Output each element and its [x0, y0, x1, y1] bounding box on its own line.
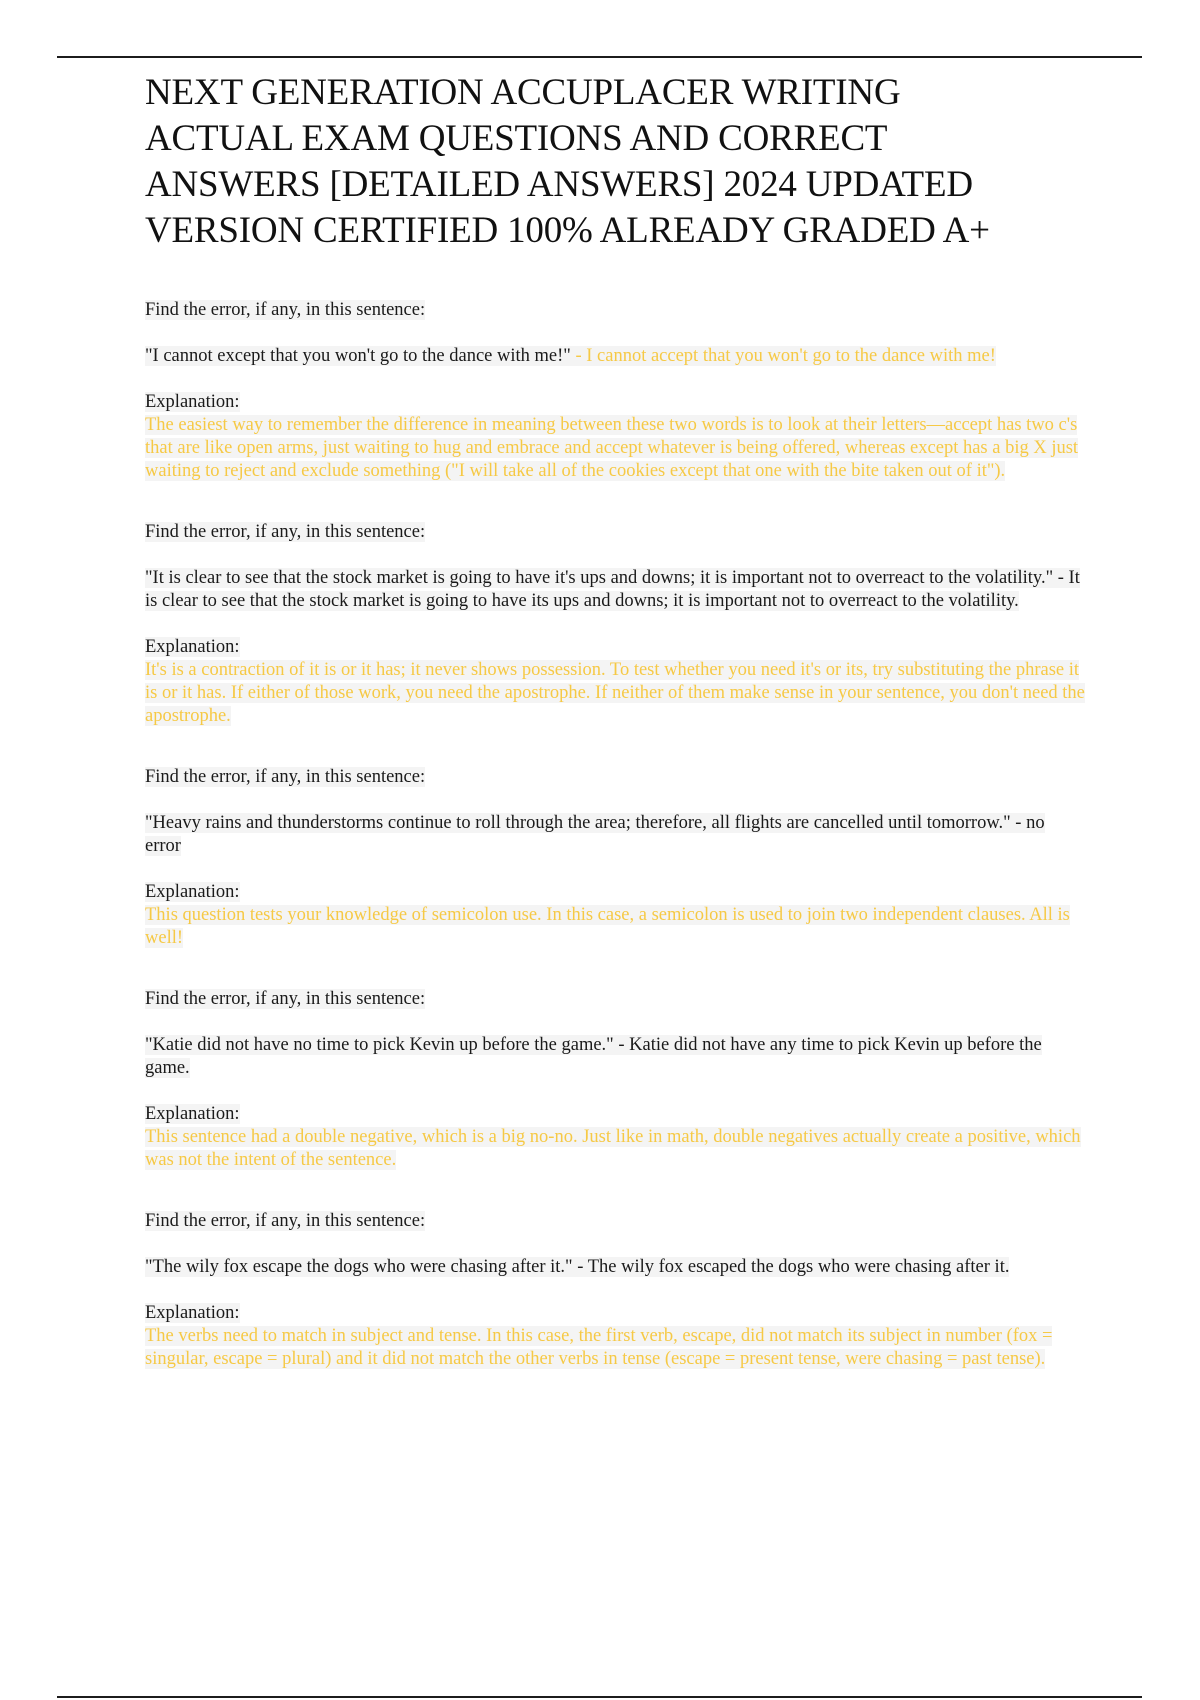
- question-block: [145, 1210, 1085, 1371]
- explanation-text: It's is a contraction of it is or it has; it never shows possession. To test whether you need it's or its, try substituting the phrase it is or it has. If either of those work, you need the apostrophe. If neither of them make sense in your sentence, you don't need the apostrophe.: [145, 660, 1085, 726]
- document-title: [145, 70, 1085, 254]
- original-sentence: "Heavy rains and thunderstorms continue to roll through the area; therefore, all flights are cancelled until tomorrow.": [145, 813, 1011, 833]
- corrected-answer: - The wily fox escaped the dogs who were chasing after it.: [572, 1257, 1010, 1277]
- question-block: [145, 766, 1085, 950]
- question-prompt: Find the error, if any, in this sentence:: [145, 522, 426, 542]
- explanation-text: The easiest way to remember the difference in meaning between these two words is to look at their letters—accept has two c's that are like open arms, just waiting to hug and embrace and accept whatever is being offered, whereas except has a big X just waiting to reject and exclude something ("I will take all of the cookies except that one with the bite taken out of it").: [145, 415, 1079, 481]
- bottom-rule: [57, 1696, 1142, 1698]
- question-prompt: Find the error, if any, in this sentence:: [145, 1211, 426, 1231]
- explanation-text: This sentence had a double negative, which is a big no-no. Just like in math, double negatives actually create a positive, which was not the intent of the sentence.: [145, 1127, 1081, 1170]
- document-page: [145, 70, 1085, 1387]
- title-line: ANSWERS [DETAILED ANSWERS] 2024 UPDATED: [145, 164, 973, 205]
- original-sentence: "The wily fox escape the dogs who were chasing after it.": [145, 1257, 573, 1277]
- question-block: [145, 299, 1085, 483]
- corrected-answer: - no error: [145, 813, 1045, 856]
- title-line: VERSION CERTIFIED 100% ALREADY GRADED A+: [145, 210, 990, 251]
- question-prompt: Find the error, if any, in this sentence:: [145, 767, 426, 787]
- corrected-answer: - Katie did not have any time to pick Kevin up before the game.: [145, 1035, 1042, 1078]
- question-sentence: [145, 1256, 1085, 1279]
- corrected-answer: - I cannot accept that you won't go to the dance with me!: [570, 346, 996, 366]
- explanation-label: Explanation:: [145, 1303, 240, 1323]
- top-rule: [57, 56, 1142, 58]
- question-sentence: [145, 812, 1085, 858]
- corrected-answer: - It is clear to see that the stock market is going to have its ups and downs; it is important not to overreact to the volatility.: [145, 568, 1080, 611]
- original-sentence: "I cannot except that you won't go to the dance with me!": [145, 346, 571, 366]
- question-sentence: [145, 1034, 1085, 1080]
- question-block: [145, 521, 1085, 728]
- title-line: ACTUAL EXAM QUESTIONS AND CORRECT: [145, 118, 888, 159]
- explanation-label: Explanation:: [145, 882, 240, 902]
- question-sentence: [145, 345, 1085, 368]
- title-line: NEXT GENERATION ACCUPLACER WRITING: [145, 72, 901, 113]
- question-block: [145, 988, 1085, 1172]
- original-sentence: "Katie did not have no time to pick Kevin up before the game.": [145, 1035, 614, 1055]
- question-prompt: Find the error, if any, in this sentence:: [145, 300, 426, 320]
- original-sentence: "It is clear to see that the stock market is going to have it's ups and downs; it is important not to overreact to the volatility.": [145, 568, 1054, 588]
- explanation-label: Explanation:: [145, 637, 240, 657]
- explanation-text: The verbs need to match in subject and tense. In this case, the first verb, escape, did not match its subject in number (fox = singular, escape = plural) and it did not match the other verbs in tense (escape = present tense, were chasing = past tense).: [145, 1326, 1053, 1369]
- explanation-text: This question tests your knowledge of semicolon use. In this case, a semicolon is used to join two independent clauses. All is well!: [145, 905, 1070, 948]
- question-prompt: Find the error, if any, in this sentence:: [145, 989, 426, 1009]
- explanation-label: Explanation:: [145, 392, 240, 412]
- question-sentence: [145, 567, 1085, 613]
- explanation-label: Explanation:: [145, 1104, 240, 1124]
